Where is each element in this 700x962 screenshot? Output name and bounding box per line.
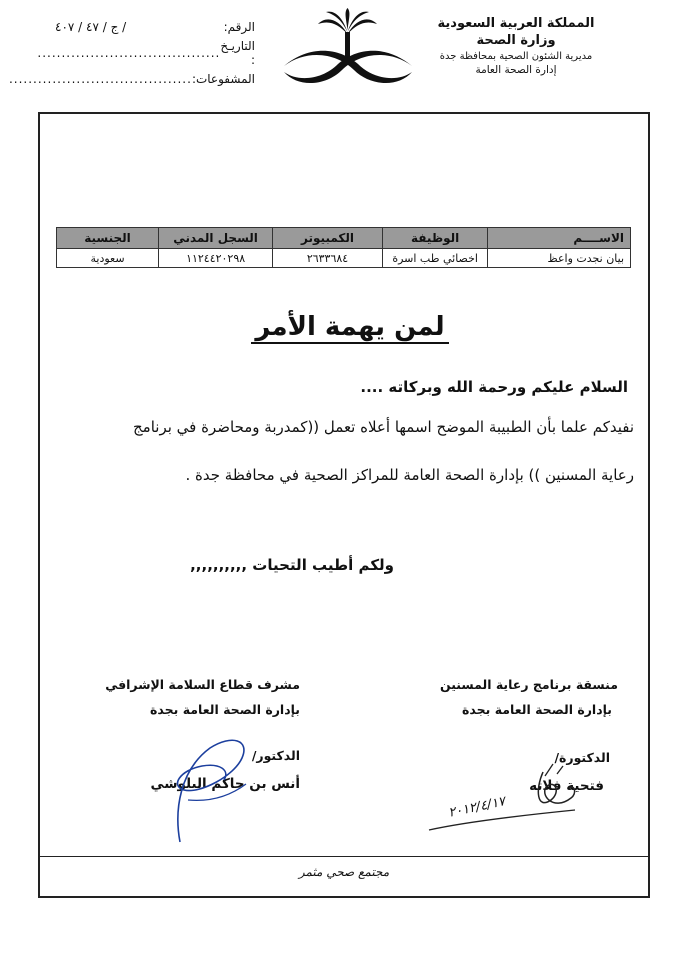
letter-body-line-1: نفيدكم علما بأن الطبيبة الموضح اسمها أعلاه تعمل ((كمدربة ومحاضرة في برنامج <box>133 418 634 436</box>
attachments-label: المشفوعات: <box>191 72 255 86</box>
cell-nationality: سعودية <box>57 249 159 268</box>
letter-body-line-2: رعاية المسنين )) بإدارة الصحة العامة للمراكز الصحية في محافظة جدة . <box>185 466 634 484</box>
left-signer-dept: بإدارة الصحة العامة بجدة <box>150 702 300 717</box>
header-computer-number: الكمبيوتر <box>273 228 383 249</box>
ref-value: ج / ٤٧ / ٤٠٧ / <box>55 20 127 34</box>
letter-title <box>0 312 700 342</box>
cell-name: بيان نجدت واعظ <box>488 249 631 268</box>
right-signer-prefix: الدكتورة/ <box>554 750 610 765</box>
footer-divider <box>38 856 650 857</box>
date-value: ...................................... <box>37 46 221 60</box>
letter-title-text: لمن يهمة الأمر <box>251 312 448 344</box>
header-civil-record: السجل المدني <box>159 228 273 249</box>
attachments-row <box>8 66 255 92</box>
cell-civil-record: ١١٢٤٤٢٠٢٩٨ <box>159 249 273 268</box>
header-name: الاســــم <box>488 228 631 249</box>
right-signer-name: فتحية فلاته <box>529 778 604 794</box>
header-nationality: الجنسية <box>57 228 159 249</box>
ref-row <box>55 14 255 40</box>
kingdom-name: المملكة العربية السعودية <box>437 16 595 31</box>
right-signer-dept: بإدارة الصحة العامة بجدة <box>462 702 612 717</box>
table-row <box>57 249 631 268</box>
left-signer-name: أنس بن حاكم البلوشي <box>150 776 300 792</box>
table-header-row <box>57 228 631 249</box>
ref-label: الرقم: <box>223 20 255 34</box>
ministry-name: وزارة الصحة <box>476 33 556 48</box>
directorate-name: مديرية الشئون الصحية بمحافظة جدة <box>439 51 593 62</box>
letter-closing: ولكم أطيب التحيات ,,,,,,,,,, <box>190 556 394 574</box>
left-signer-title: مشرف قطاع السلامة الإشرافي <box>105 677 300 692</box>
date-row <box>37 39 255 67</box>
right-signature-date: ٢٠١٢/٤/١٧ <box>447 794 507 821</box>
letterhead-ministry-block <box>396 16 636 76</box>
ministry-emblem-icon <box>278 8 418 98</box>
right-signer-title: منسقة برنامج رعاية المسنين <box>439 677 618 692</box>
date-label: التاريـخ : <box>220 39 255 67</box>
footer-slogan: مجتمع صحي مثمر <box>298 865 390 879</box>
employee-info-table <box>56 227 631 268</box>
attachments-value: ...................................... <box>8 72 192 86</box>
letter-greeting: السلام عليكم ورحمة الله وبركاته .... <box>360 378 628 396</box>
letter-reference-block <box>8 14 255 92</box>
cell-computer-number: ٢٦٣٣٦٨٤ <box>273 249 383 268</box>
department-name: إدارة الصحة العامة <box>475 64 557 76</box>
header-job: الوظيفة <box>382 228 488 249</box>
cell-job: اخصائي طب اسرة <box>382 249 488 268</box>
left-signer-prefix: الدكتور/ <box>251 748 300 763</box>
